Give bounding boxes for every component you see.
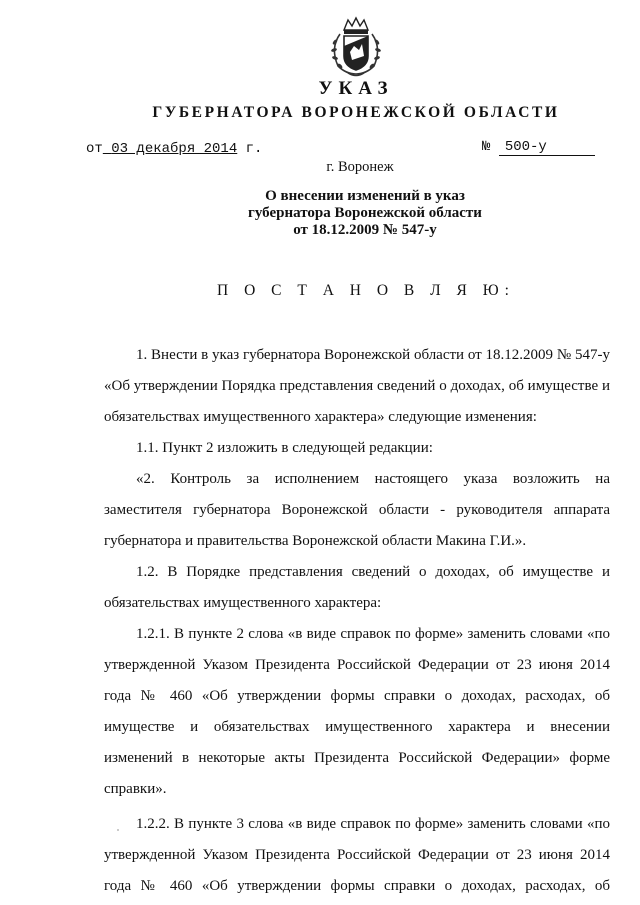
text-line: 1.2.1. В пункте 2 слова «в виде справок по форме» заменить словами «по: [136, 626, 610, 642]
number-value: 500-у: [499, 140, 595, 156]
text-line: обязательствах имущественного характера:: [104, 595, 382, 611]
text-line: утвержденной Указом Президента Российской Федерации от 23 июня 2014: [104, 847, 610, 863]
text-line: года № 460 «Об утверждении формы справки о доходах, расходах, об: [104, 688, 610, 704]
text-line: утвержденной Указом Президента Российской Федерации от 23 июня 2014: [104, 657, 610, 673]
text-line: имуществе и обязательствах имущественного характера и внесении: [104, 719, 610, 735]
document-title: УКАЗ: [318, 78, 394, 99]
number-prefix: №: [482, 139, 491, 155]
text-line: справки».: [104, 781, 167, 797]
text-line: губернатора и правительства Воронежской области Макина Г.И.».: [104, 533, 527, 549]
date-value: 03 декабря 2014: [111, 141, 238, 157]
date-line: [86, 141, 262, 157]
text-line: 1.2. В Порядке представления сведений о доходах, об имуществе и: [136, 564, 610, 580]
text-line: заместителя губернатора Воронежской области - руководителя аппарата: [104, 502, 610, 518]
date-suffix: г.: [245, 141, 263, 157]
number-line: [482, 139, 595, 156]
document-subtitle: ГУБЕРНАТОРА ВОРОНЕЖСКОЙ ОБЛАСТИ: [152, 104, 560, 121]
date-prefix: от: [86, 141, 103, 157]
subject-line: от 18.12.2009 № 547-у: [293, 222, 437, 238]
text-line: «Об утверждении Порядка представления сведений о доходах, об имуществе и: [104, 378, 610, 394]
document-body: [104, 344, 610, 898]
subject-line: О внесении изменений в указ: [265, 188, 465, 204]
text-line: года № 460 «Об утверждении формы справки о доходах, расходах, об: [104, 878, 610, 894]
text-line: 1.1. Пункт 2 изложить в следующей редакции:: [136, 440, 433, 456]
text-line: 1.2.2. В пункте 3 слова «в виде справок по форме» заменить словами «по: [136, 816, 610, 832]
decree-word: П О С Т А Н О В Л Я Ю:: [217, 282, 515, 299]
text-line: изменений в некоторые акты Президента Российской Федерации» форме: [104, 750, 610, 766]
text-line: обязательствах имущественного характера» следующие изменения:: [104, 409, 537, 425]
subject-line: губернатора Воронежской области: [248, 205, 482, 221]
text-line: 1. Внести в указ губернатора Воронежской области от 18.12.2009 № 547-у: [136, 347, 610, 363]
city: г. Воронеж: [326, 159, 394, 175]
scan-speck: [117, 829, 119, 831]
text-line: «2. Контроль за исполнением настоящего указа возложить на: [136, 471, 610, 487]
document-subject: [0, 188, 640, 239]
voronezh-coat-of-arms-icon: [326, 16, 386, 78]
